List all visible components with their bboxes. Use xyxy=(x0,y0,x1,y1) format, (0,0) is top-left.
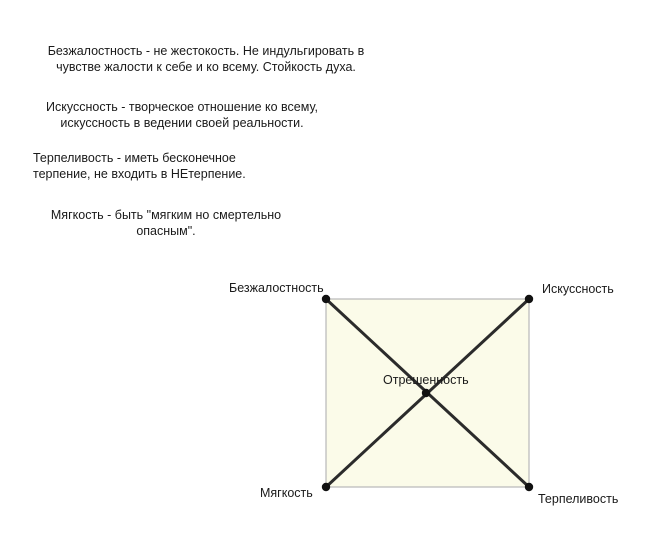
label-bottom-left: Мягкость xyxy=(260,486,313,500)
label-center: Отрешенность xyxy=(383,373,469,387)
label-top-left: Безжалостность xyxy=(229,281,324,295)
definition-line: Безжалостность - не жестокость. Не индульгировать в xyxy=(47,44,365,58)
definition-line: Терпеливость - иметь бесконечное xyxy=(33,151,236,165)
definition-line: чувстве жалости к себе и ко всему. Стойкость духа. xyxy=(56,60,356,74)
label-bottom-right: Терпеливость xyxy=(538,492,619,506)
definition-line: терпение, не входить в НЕтерпение. xyxy=(33,167,246,181)
vertex-dot-top-right xyxy=(525,295,533,303)
definition-line: искуссность в ведении своей реальности. xyxy=(60,116,304,130)
definition-line: Мягкость - быть "мягким но смертельно xyxy=(50,208,282,222)
center-dot xyxy=(422,389,430,397)
label-top-right: Искуссность xyxy=(542,282,614,296)
vertex-dot-bottom-right xyxy=(525,483,533,491)
vertex-dot-bottom-left xyxy=(322,483,330,491)
vertex-dot-top-left xyxy=(322,295,330,303)
definition-line: опасным". xyxy=(136,224,196,238)
definition-line: Искуссность - творческое отношение ко всему, xyxy=(46,100,318,114)
